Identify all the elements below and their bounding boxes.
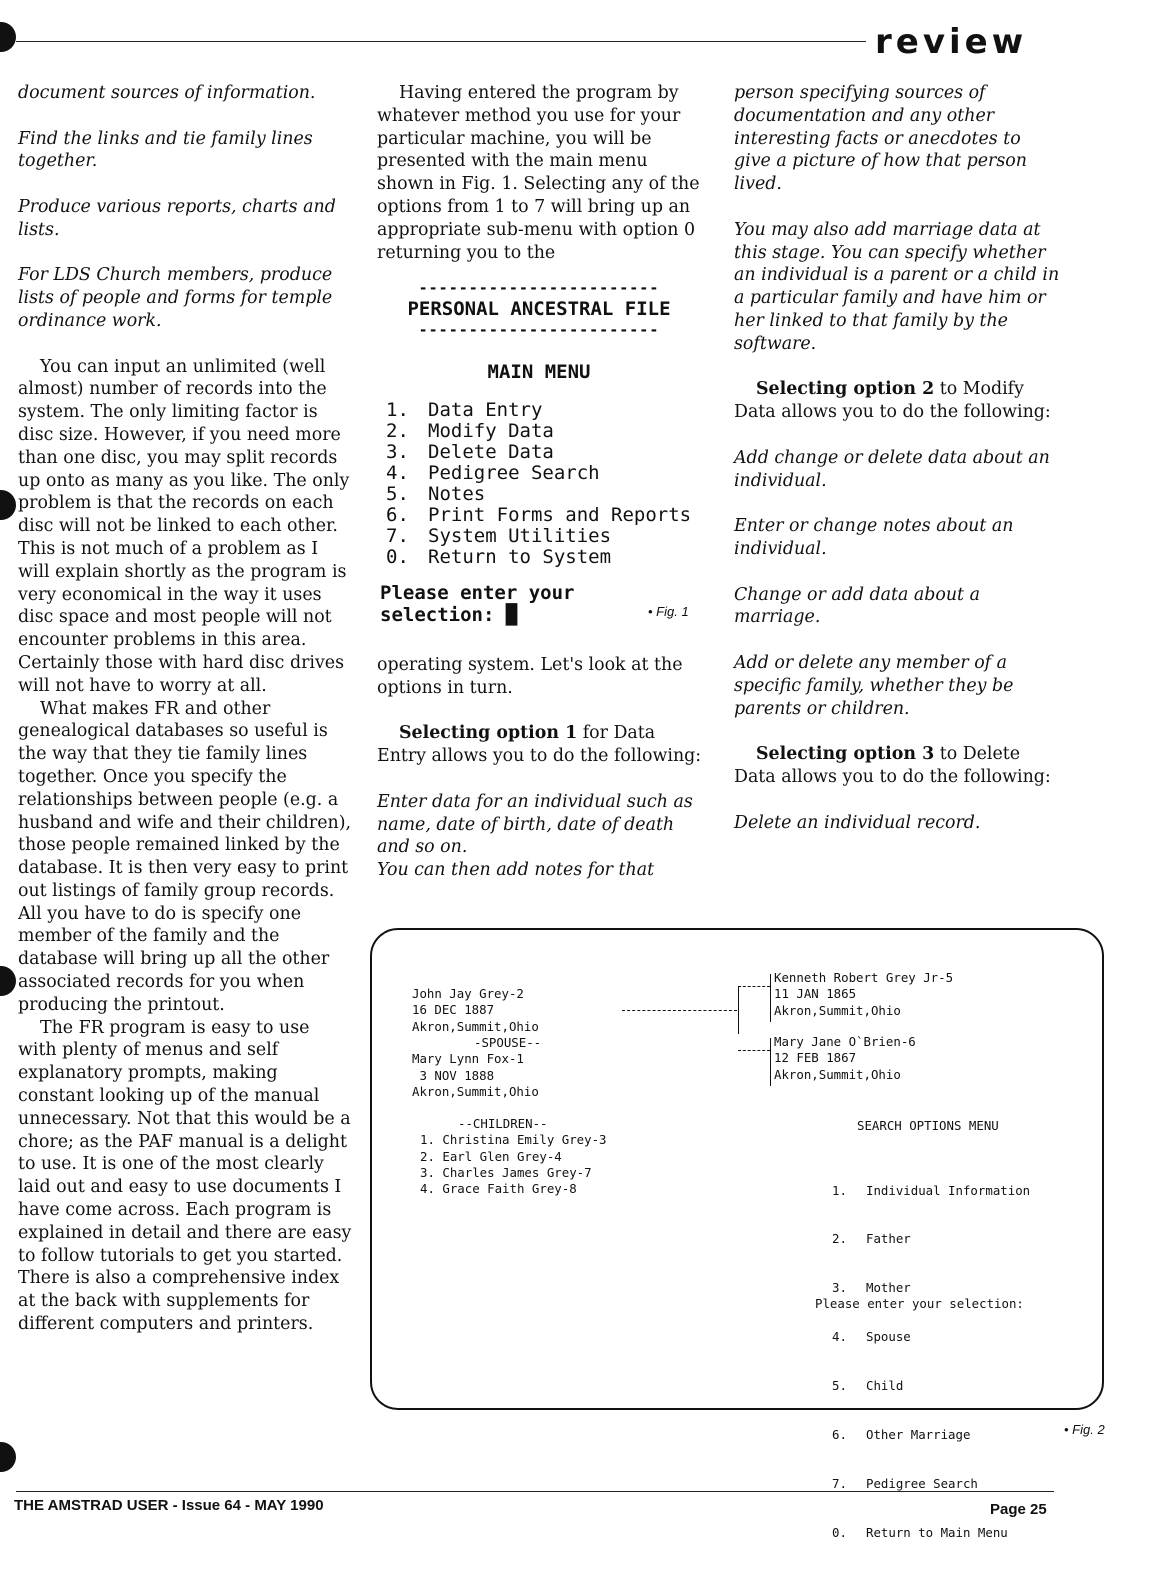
menu-item: 7. Pedigree Search <box>832 1475 978 1491</box>
fig1-caption: • Fig. 1 <box>648 604 689 619</box>
paragraph: You can input an unlimited (well almost) number of records into the system. The only limiting factor is disc size. However, if you need more than one disc, you may split records up onto as many as you like. The only problem is that the records on each disc will not be linked to each other. This is not much of a problem as I will explain shortly as the program is very economical in the way it uses disc space and most people will not encounter problems in this area. Certainly those with hard disc drives will not have to worry at all. <box>18 356 350 696</box>
paragraph: For LDS Church members, produce lists of people and forms for temple ordinance work. <box>18 265 333 331</box>
paragraph: Enter data for an individual such as name, date of birth, date of death and so on. <box>377 791 693 858</box>
menu-item: 3. Mother <box>832 1280 911 1296</box>
paragraph: Enter or change notes about an individual. <box>734 516 1014 559</box>
section-title: review <box>875 22 1028 62</box>
paragraph: operating system. Let's look at the options in turn. <box>377 655 683 698</box>
menu-item: 6. Other Marriage <box>832 1427 971 1443</box>
menu-item: 6. Print Forms and Reports <box>386 504 692 526</box>
fig2-children: --CHILDREN-- 1. Christina Emily Grey-3 2. Earl Glen Grey-4 3. Charles James Grey-7 4. Grace Faith Grey-8 <box>420 1116 607 1197</box>
menu-item: 7. System Utilities <box>386 525 612 547</box>
fig1-menu-list <box>380 400 698 568</box>
menu-item: 5. Child <box>832 1378 904 1394</box>
binder-hole <box>0 490 16 520</box>
menu-item: 2. Father <box>832 1231 911 1247</box>
pedigree-connector <box>622 1010 737 1011</box>
fig1-screen <box>380 280 698 626</box>
menu-item: 4. Spouse <box>832 1329 911 1345</box>
fig1-subtitle: MAIN MENU <box>487 361 591 383</box>
page-number: Page 25 <box>990 1501 1047 1518</box>
footer-rule <box>16 1491 1054 1492</box>
fig2-person: John Jay Grey-2 16 DEC 1887 Akron,Summit,Ohio <box>412 986 539 1034</box>
fig2-prompt: Please enter your selection: <box>815 1296 1024 1311</box>
fig1-dashes: ------------------------ <box>418 321 660 339</box>
fig1-prompt: Please enter your selection: █ <box>380 582 575 626</box>
fig2-mother: Mary Jane O`Brien-6 12 FEB 1867 Akron,Summit,Ohio <box>774 1034 916 1082</box>
pedigree-connector <box>738 1050 770 1051</box>
menu-item: 4. Pedigree Search <box>386 462 600 484</box>
paragraph: Change or add data about a marriage. <box>734 584 980 628</box>
column-1 <box>18 82 352 1336</box>
paragraph: Add change or delete data about an individual. <box>734 447 1050 491</box>
paragraph: You can then add notes for that <box>377 860 655 881</box>
menu-item: 1. Data Entry <box>386 399 543 421</box>
fig1-dashes: ------------------------ <box>418 279 660 297</box>
header-rule <box>16 41 866 42</box>
paragraph: You may also add marriage data at this stage. You can specify whether an individual is a parent or a child in a particular family and have him or her linked to that family by the software. <box>734 219 1060 354</box>
paragraph: Having entered the program by whatever method you use for your particular machine, you will be presented with the main menu shown in Fig. 1. Selecting any of the options from 1 to 7 will bring up an appropriate sub-menu with option 0 returning you to the <box>377 83 700 263</box>
menu-item: 0. Return to System <box>386 546 612 568</box>
paragraph: Selecting option 3 to Delete Data allows you to do the following: <box>734 744 1051 787</box>
column-3 <box>734 82 1060 834</box>
pedigree-connector <box>738 986 770 987</box>
pedigree-connector <box>770 974 771 1022</box>
binder-hole <box>0 966 16 996</box>
column-2 <box>377 82 703 264</box>
binder-hole <box>0 1442 16 1472</box>
paragraph: Delete an individual record. <box>734 812 981 833</box>
binder-hole <box>0 22 16 52</box>
paragraph: person specifying sources of documentation and any other interesting facts or anecdotes to give a picture of how that person lived. <box>734 83 1027 195</box>
paragraph: Selecting option 1 for Data Entry allows you to do the following: <box>377 723 702 767</box>
fig2-spouse-block: -SPOUSE-- Mary Lynn Fox-1 3 NOV 1888 Akron,Summit,Ohio <box>412 1035 542 1099</box>
paragraph: Find the links and tie family lines together. <box>18 128 313 172</box>
paragraph: Add or delete any member of a specific family, whether they be parents or children. <box>734 652 1014 719</box>
column-2-continued <box>377 654 703 882</box>
menu-item: 2. Modify Data <box>386 420 554 442</box>
fig2-caption: • Fig. 2 <box>1064 1422 1105 1437</box>
menu-item: 0. Return to Main Menu <box>832 1524 1008 1540</box>
fig1-title: PERSONAL ANCESTRAL FILE <box>407 298 671 320</box>
paragraph: document sources of information. <box>18 83 316 103</box>
fig2-menu-title: SEARCH OPTIONS MENU <box>857 1118 999 1133</box>
paragraph: What makes FR and other genealogical databases so useful is the way that they tie family lines together. Once you specify the relationships between people (e.g. a husband and wife and their children), those people remained linked by the database. It is then very easy to print out listings of family group records. All you have to do is specify one member of the family and the database will bring up all the other associated records for you when producing the printout. <box>18 698 352 1015</box>
menu-item: 5. Notes <box>386 483 486 505</box>
menu-item: 3. Delete Data <box>386 441 554 463</box>
paragraph: The FR program is easy to use with plenty of menus and self explanatory prompts, making constant looking up of the manual unnecessary. Not that this would be a chore; as the PAF manual is a delight to use. It is one of the most clearly laid out and easy to use documents I have come across. Each program is explained in detail and there are easy to follow tutorials to get you started. There is also a comprehensive index at the back with supplements for different computers and printers. <box>18 1017 352 1335</box>
footer-publication: THE AMSTRAD USER - Issue 64 - MAY 1990 <box>14 1497 324 1514</box>
paragraph: Produce various reports, charts and lists. <box>18 196 336 240</box>
fig2-father: Kenneth Robert Grey Jr-5 11 JAN 1865 Akron,Summit,Ohio <box>774 970 954 1018</box>
pedigree-connector <box>738 986 739 1034</box>
paragraph: Selecting option 2 to Modify Data allows you to do the following: <box>734 379 1051 423</box>
pedigree-connector <box>770 1038 771 1086</box>
menu-item: 1. Individual Information <box>832 1182 1031 1198</box>
